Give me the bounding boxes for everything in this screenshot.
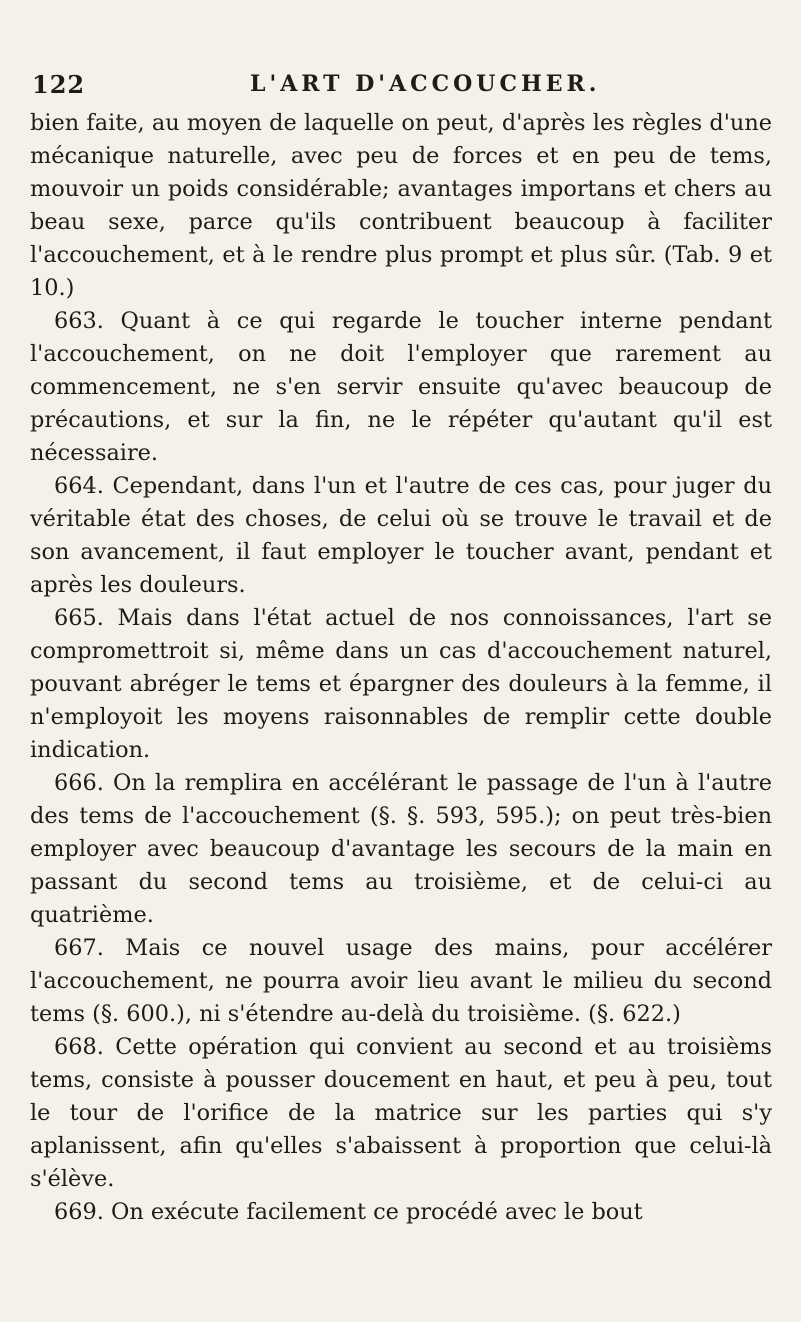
body-text — [30, 107, 772, 1229]
paragraph-667: 667. Mais ce nouvel usage des mains, pour accélérer l'accouchement, ne pourra avoir lieu avant le milieu du second tems (§. 600.), ni s'étendre au-delà du troisième. (§. 622.) — [30, 935, 772, 1027]
paragraph-666: 666. On la remplira en accélérant le passage de l'un à l'autre des tems de l'accouchement (§. §. 593, 595.); on peut très-bien employer avec beaucoup d'avantage les secours de la main en passant du second tems au troisième, et de celui-ci au quatrième. — [30, 770, 772, 928]
page-number: 122 — [32, 70, 86, 99]
running-title: L'ART D'ACCOUCHER. — [250, 71, 601, 97]
running-header — [30, 70, 772, 110]
paragraph-continuation: bien faite, au moyen de laquelle on peut, d'après les règles d'une mécanique naturelle, avec peu de forces et en peu de tems, mouvoir un poids considérable; avantages importans et chers au beau sexe, parce qu'ils contribuent beaucoup à faciliter l'accouchement, et à le rendre plus prompt et plus sûr. (Tab. 9 et 10.) — [30, 110, 772, 301]
paragraph-665: 665. Mais dans l'état actuel de nos connoissances, l'art se compromettroit si, même dans un cas d'accouchement naturel, pouvant abréger le tems et épargner des douleurs à la femme, il n'employoit les moyens raisonnables de remplir cette double indication. — [30, 605, 772, 763]
paragraph-668: 668. Cette opération qui convient au second et au troisièms tems, consiste à pousser doucement en haut, et peu à peu, tout le tour de l'orifice de la matrice sur les parties qui s'y aplanissent, afin qu'elles s'abaissent à proportion que celui-là s'élève. — [30, 1034, 772, 1192]
paragraph-664: 664. Cependant, dans l'un et l'autre de ces cas, pour juger du véritable état des choses, de celui où se trouve le travail et de son avancement, il faut employer le toucher avant, pendant et après les douleurs. — [30, 473, 772, 598]
paragraph-663: 663. Quant à ce qui regarde le toucher interne pendant l'accouchement, on ne doit l'employer que rarement au commencement, ne s'en servir ensuite qu'avec beaucoup de précautions, et sur la fin, ne le répéter qu'autant qu'il est nécessaire. — [30, 308, 772, 466]
paragraph-669: 669. On exécute facilement ce procédé avec le bout — [54, 1199, 643, 1225]
